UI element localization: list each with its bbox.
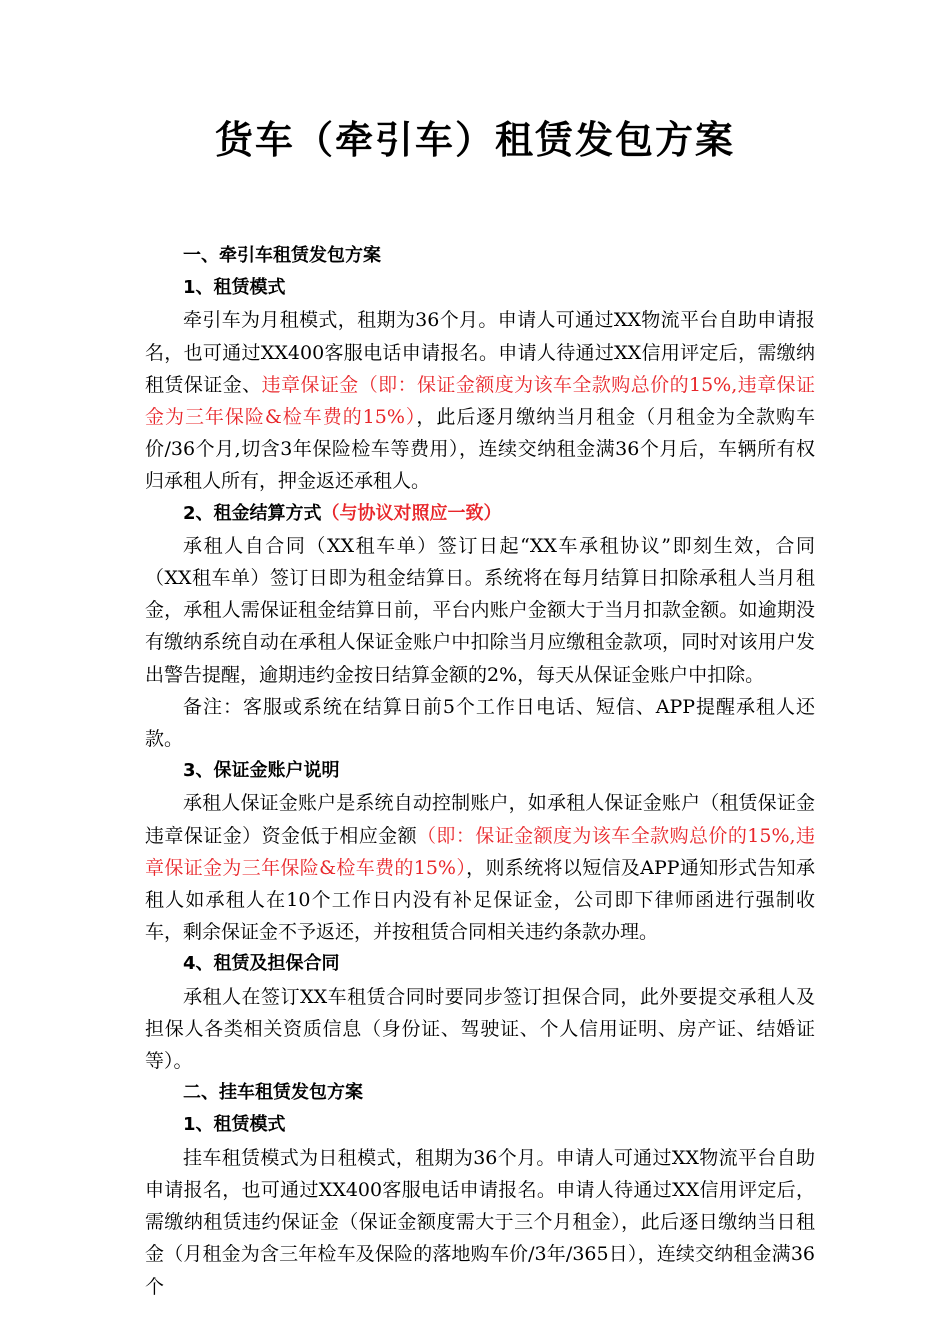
text-segment: 承租人保证金账户是系统自动控制账户，如承租人保证金账户（租赁保证金违章保证金）资金低于相应金额 [145, 792, 815, 847]
highlighted-text: 违章保证金（即：保证金额度为该车全款购总价的15%,违章保证金为三年保险&检车费的15%） [145, 373, 815, 429]
highlighted-text: （即：保证金额度为该车全款购总价的15%,违章保证金为三年保险&检车费的15%） [145, 824, 815, 879]
section1-sub2-note: 备注：客服或系统在结算日前5个工作日电话、短信、APP提醒承租人还款。 [145, 695, 815, 751]
section1-sub1-paragraph [145, 304, 815, 497]
text-segment: ，此后逐月缴纳当月租金（月租金为全款购车价/36个月,切含3年保险检车等费用），连续交纳租金满36个月后，车辆所有权归承租人所有，押金返还承租人。 [145, 406, 815, 493]
section1-sub4-paragraph: 承租人在签订XX车租赁合同时要同步签订担保合同，此外要提交承租人及担保人各类相关资质信息（身份证、驾驶证、个人信用证明、房产证、结婚证等）。 [145, 985, 815, 1073]
section1-heading: 一、牵引车租赁发包方案 [183, 245, 381, 266]
heading-highlight: （与协议对照应一致） [321, 502, 502, 524]
document-body [145, 240, 815, 1303]
heading-text: 2、租金结算方式 [183, 502, 322, 524]
section1-sub4-heading: 4、租赁及担保合同 [183, 953, 340, 975]
text-segment: 牵引车为月租模式，租期为36个月。申请人可通过XX物流平台自助申请报名，也可通过XX400客服电话申请报名。申请人待通过XX信用评定后，需缴纳租赁保证金、 [145, 309, 815, 396]
section1-sub2-heading [145, 498, 815, 530]
section2-sub1-paragraph: 挂车租赁模式为日租模式，租期为36个月。申请人可通过XX物流平台自助申请报名，也可通过XX400客服电话申请报名。申请人待通过XX信用评定后，需缴纳租赁违约保证金（保证金额度需大于三个月租金），此后逐日缴纳当日租金（月租金为含三年检车及保险的落地购车价/3年/365日），连续交纳租金满36个 [145, 1146, 815, 1298]
section2-heading: 二、挂车租赁发包方案 [183, 1082, 363, 1104]
section2-sub1-heading: 1、租赁模式 [183, 1114, 286, 1136]
section1-sub2-paragraph: 承租人自合同（XX租车单）签订日起“XX车承租协议”即刻生效，合同（XX租车单）签订日即为租金结算日。系统将在每月结算日扣除承租人当月租金，承租人需保证租金结算日前，平台内账户金额大于当月扣款金额。如逾期没有缴纳系统自动在承租人保证金账户中扣除当月应缴租金款项，同时对该用户发出警告提醒，逾期违约金按日结算金额的2%，每天从保证金账户中扣除。 [145, 534, 815, 686]
section1-sub3-heading: 3、保证金账户说明 [183, 760, 340, 782]
text-segment: ，则系统将以短信及APP通知形式告知承租人如承租人在10个工作日内没有补足保证金，公司即下律师函进行强制收车，剩余保证金不予返还，并按租赁合同相关违约条款办理。 [145, 856, 815, 944]
document-title: 货车（牵引车）租赁发包方案 [214, 118, 735, 162]
section1-sub3-paragraph [145, 787, 815, 948]
section1-sub1-heading: 1、租赁模式 [183, 277, 286, 299]
